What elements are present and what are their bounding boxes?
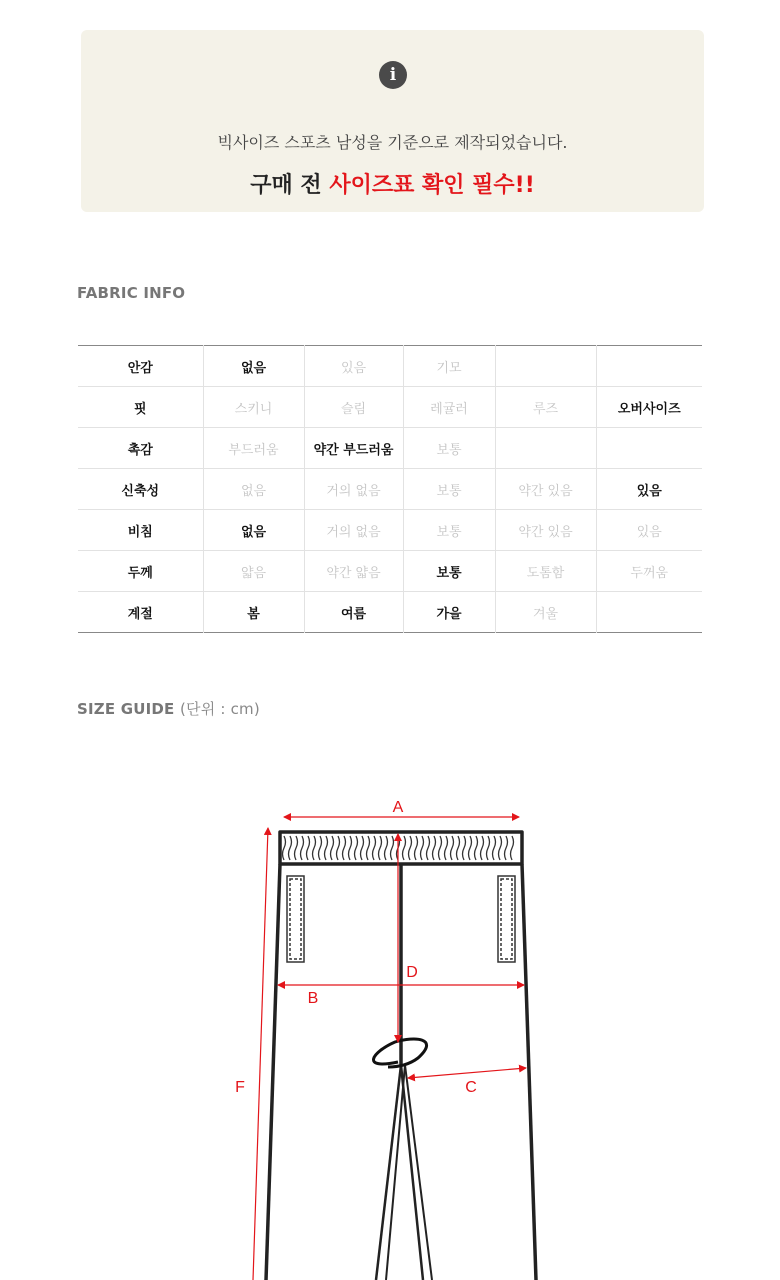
fabric-option: 보통 — [403, 551, 495, 592]
label-b: B — [307, 990, 319, 1007]
fabric-option: 있음 — [596, 469, 702, 510]
size-notice-box — [81, 30, 704, 212]
fabric-option: 부드러움 — [203, 428, 304, 469]
fabric-info-title: FABRIC INFO — [77, 284, 186, 302]
fabric-option: 약간 부드러움 — [304, 428, 403, 469]
fabric-option: 두꺼움 — [596, 551, 702, 592]
fabric-option: 있음 — [596, 510, 702, 551]
notice-highlight: 사이즈표 확인 필수 — [329, 173, 515, 198]
info-icon: i — [379, 61, 407, 89]
notice-text: 빅사이즈 스포츠 남성을 기준으로 제작되었습니다. — [217, 133, 568, 152]
fabric-option: 봄 — [203, 592, 304, 633]
fabric-row-label: 비침 — [78, 510, 203, 551]
label-f: F — [235, 1079, 245, 1096]
notice-prefix: 구매 전 — [250, 173, 330, 198]
fabric-option: 보통 — [403, 428, 495, 469]
fabric-option: 없음 — [203, 346, 304, 387]
fabric-row — [78, 428, 702, 469]
fabric-option: 도톰함 — [495, 551, 596, 592]
pants-outline — [266, 832, 536, 1280]
size-guide-title — [77, 698, 260, 719]
fabric-row-label: 안감 — [78, 346, 203, 387]
pocket-left — [287, 876, 304, 962]
fabric-option — [596, 346, 702, 387]
label-c: C — [465, 1079, 477, 1096]
pocket-right — [498, 876, 515, 962]
fabric-row-label: 계절 — [127, 606, 153, 622]
fabric-option: 겨울 — [495, 592, 596, 633]
fabric-option: 여름 — [304, 592, 403, 633]
fabric-option: 루즈 — [495, 387, 596, 428]
fabric-option: 거의 없음 — [304, 510, 403, 551]
fabric-option: 없음 — [203, 469, 304, 510]
fabric-row — [78, 510, 702, 551]
fabric-row — [78, 469, 702, 510]
fabric-option: 레귤러 — [403, 387, 495, 428]
fabric-row-label: 신축성 — [78, 469, 203, 510]
fabric-option: 스키니 — [203, 387, 304, 428]
fabric-option — [596, 428, 702, 469]
label-a: A — [392, 799, 404, 816]
fabric-row — [78, 346, 702, 387]
label-d: D — [406, 964, 418, 981]
fabric-option: 보통 — [403, 469, 495, 510]
fabric-row-label: 핏 — [78, 387, 203, 428]
notice-emphasis — [81, 168, 704, 199]
fabric-option: 없음 — [203, 510, 304, 551]
fabric-option: 약간 있음 — [495, 469, 596, 510]
fabric-option — [596, 592, 702, 633]
fabric-option — [495, 346, 596, 387]
fabric-info-table — [78, 345, 702, 633]
fabric-option: 기모 — [403, 346, 495, 387]
pants-size-diagram — [0, 780, 780, 1280]
fabric-row — [78, 592, 702, 633]
size-guide-unit: (단위 : cm) — [179, 700, 260, 718]
measure-line-f — [253, 828, 268, 1280]
fabric-row-label: 두께 — [78, 551, 203, 592]
fabric-row — [78, 387, 702, 428]
fabric-option: 얇음 — [203, 551, 304, 592]
fabric-option: 오버사이즈 — [596, 387, 702, 428]
measure-line-c — [408, 1068, 526, 1078]
fabric-option: 약간 있음 — [495, 510, 596, 551]
fabric-option: 있음 — [304, 346, 403, 387]
notice-suffix: !! — [514, 173, 535, 198]
fabric-row-label: 촉감 — [78, 428, 203, 469]
fabric-option: 슬림 — [304, 387, 403, 428]
fabric-option: 보통 — [403, 510, 495, 551]
fabric-option: 약간 얇음 — [304, 551, 403, 592]
fabric-option: 거의 없음 — [304, 469, 403, 510]
size-guide-label: SIZE GUIDE — [77, 700, 175, 718]
fabric-row — [78, 551, 702, 592]
fabric-option: 가을 — [403, 592, 495, 633]
fabric-option — [495, 428, 596, 469]
